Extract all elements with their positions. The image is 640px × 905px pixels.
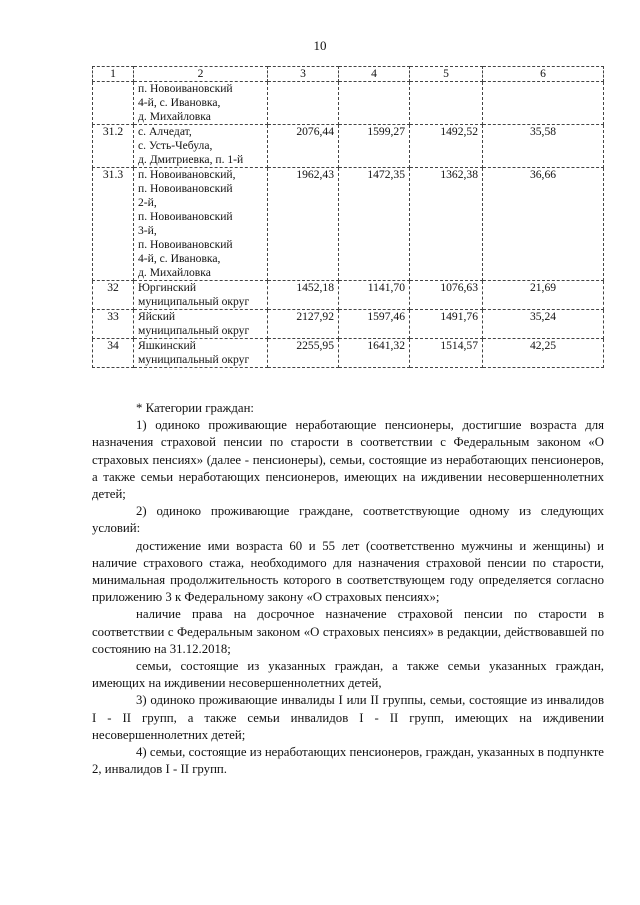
header-cell-4: 4 — [339, 67, 410, 82]
territory-line: муниципальный округ — [138, 295, 250, 308]
table-row — [93, 281, 604, 310]
header-cell-1: 1 — [93, 67, 134, 82]
row-number-cell — [93, 82, 134, 125]
territory-line: Яйский — [138, 310, 176, 323]
value-cell-4: 1597,46 — [339, 310, 410, 339]
value-cell-3: 2127,92 — [268, 310, 339, 339]
note-paragraph: достижение ими возраста 60 и 55 лет (соответственно мужчины и женщины) и наличие страхового стажа, необходимого для назначения страховой пенсии по старости, минимальная продолжительность которого в соответствующем году определяется согласно приложению 3 к Федеральному закону «О страховых пенсиях»; — [92, 538, 604, 605]
territory-line: с. Усть-Чебула, — [138, 139, 213, 152]
table-row — [93, 310, 604, 339]
territory-line: 2-й, — [138, 196, 157, 209]
value-cell-5: 1491,76 — [410, 310, 483, 339]
table-row — [93, 82, 604, 125]
value-cell-6 — [483, 82, 604, 125]
territory-line: п. Новоивановский — [138, 182, 233, 195]
pension-table — [92, 66, 604, 368]
page-number: 10 — [313, 38, 327, 53]
table-header-row — [93, 67, 604, 82]
territory-line: д. Михайловка — [138, 266, 211, 279]
note-paragraph: 4) семьи, состоящие из неработающих пенсионеров, граждан, указанных в подпункте 2, инвалидов I - II групп. — [92, 745, 604, 777]
territory-line: 4-й, с. Ивановка, — [138, 252, 221, 265]
note-paragraph: семьи, состоящие из указанных граждан, а также семьи указанных граждан, имеющих на иждивении несовершеннолетних детей, — [92, 659, 604, 691]
value-cell-3 — [268, 82, 339, 125]
value-cell-5 — [410, 82, 483, 125]
territory-line: д. Михайловка — [138, 110, 211, 123]
notes-section — [92, 400, 604, 778]
note-paragraph: 3) одиноко проживающие инвалиды I или II группы, семьи, состоящие из инвалидов I - II групп, а также семьи инвалидов I - II групп, имеющих на иждивении несовершеннолетних детей; — [92, 693, 604, 742]
value-cell-6: 35,58 — [483, 125, 604, 168]
value-cell-4: 1641,32 — [339, 339, 410, 368]
row-number-cell: 34 — [93, 339, 134, 368]
territory-line: п. Новоивановский — [138, 238, 233, 251]
territory-line: муниципальный округ — [138, 324, 250, 337]
table-row — [93, 168, 604, 281]
note-paragraph: 2) одиноко проживающие граждане, соответствующие одному из следующих условий: — [92, 504, 604, 536]
value-cell-4: 1472,35 — [339, 168, 410, 281]
territory-cell — [134, 281, 268, 310]
row-number-cell: 32 — [93, 281, 134, 310]
territory-line: Юргинский — [138, 281, 197, 294]
territory-line: п. Новоивановский, — [138, 168, 236, 181]
value-cell-5: 1514,57 — [410, 339, 483, 368]
header-cell-2: 2 — [134, 67, 268, 82]
value-cell-3: 1452,18 — [268, 281, 339, 310]
note-paragraph: наличие права на досрочное назначение страховой пенсии по старости в соответствии с Федеральным законом «О страховых пенсиях» в редакции, действовавшей по состоянию на 31.12.2018; — [92, 607, 604, 656]
value-cell-3: 2255,95 — [268, 339, 339, 368]
value-cell-5: 1362,38 — [410, 168, 483, 281]
value-cell-6: 35,24 — [483, 310, 604, 339]
territory-line: Яшкинский — [138, 339, 196, 352]
notes-heading: * Категории граждан: — [136, 401, 254, 415]
row-number-cell: 33 — [93, 310, 134, 339]
territory-line: 4-й, с. Ивановка, — [138, 96, 221, 109]
territory-line: 3-й, — [138, 224, 157, 237]
value-cell-4: 1141,70 — [339, 281, 410, 310]
territory-line: д. Дмитриевка, п. 1-й — [138, 153, 244, 166]
value-cell-3: 2076,44 — [268, 125, 339, 168]
row-number-cell: 31.2 — [93, 125, 134, 168]
territory-line: п. Новоивановский — [138, 210, 233, 223]
territory-cell — [134, 82, 268, 125]
territory-cell — [134, 310, 268, 339]
territory-line: с. Алчедат, — [138, 125, 192, 138]
header-cell-3: 3 — [268, 67, 339, 82]
territory-line: муниципальный округ — [138, 353, 250, 366]
value-cell-6: 21,69 — [483, 281, 604, 310]
territory-line: п. Новоивановский — [138, 82, 233, 95]
table-row — [93, 339, 604, 368]
notes-paragraphs — [92, 417, 604, 778]
value-cell-4: 1599,27 — [339, 125, 410, 168]
territory-cell — [134, 339, 268, 368]
value-cell-3: 1962,43 — [268, 168, 339, 281]
territory-cell — [134, 168, 268, 281]
row-number-cell: 31.3 — [93, 168, 134, 281]
table-row — [93, 125, 604, 168]
header-cell-5: 5 — [410, 67, 483, 82]
note-paragraph: 1) одиноко проживающие неработающие пенсионеры, достигшие возраста для назначения страховой пенсии по старости в соответствии с Федеральным законом «О страховых пенсиях» (далее - пенсионеры), семьи, состоящие из неработающих пенсионеров, а также семьи неработающих пенсионеров, имеющих на иждивении несовершеннолетних детей; — [92, 418, 604, 502]
territory-cell — [134, 125, 268, 168]
value-cell-6: 42,25 — [483, 339, 604, 368]
value-cell-6: 36,66 — [483, 168, 604, 281]
header-cell-6: 6 — [483, 67, 604, 82]
value-cell-4 — [339, 82, 410, 125]
value-cell-5: 1492,52 — [410, 125, 483, 168]
value-cell-5: 1076,63 — [410, 281, 483, 310]
